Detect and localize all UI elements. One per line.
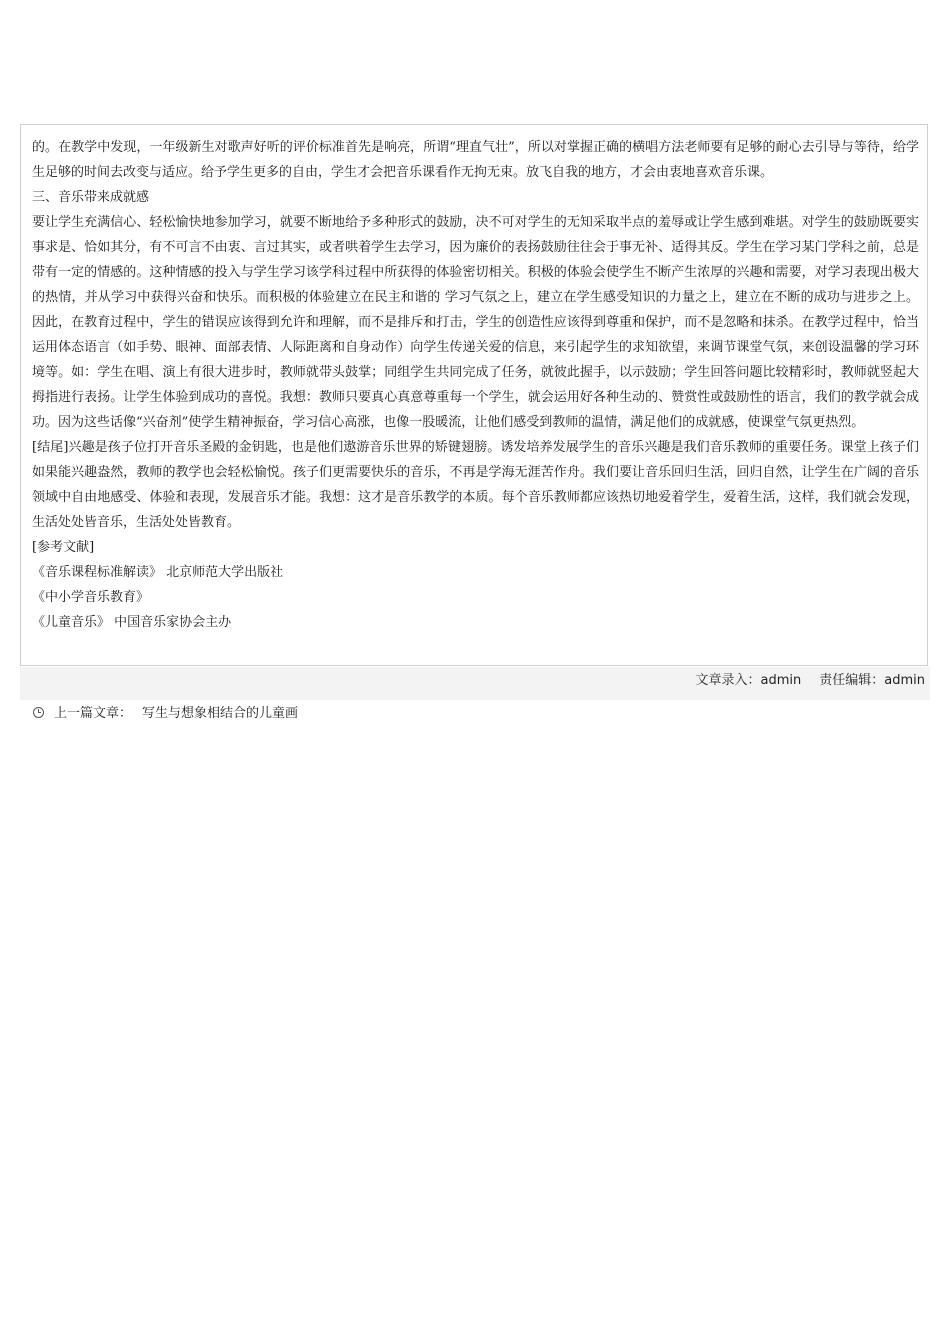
entry-value: admin [760,673,802,688]
clock-icon [33,707,44,718]
article-meta-bar [20,667,930,700]
reference-item: 《中小学音乐教育》 [32,590,150,605]
prev-article-link[interactable]: 写生与想象相结合的儿童画 [142,706,299,721]
article-paragraph: 要让学生充满信心、轻松愉快地参加学习，就要不断地给予多种形式的鼓励，决不可对学生的无知采取半点的羞辱或让学生感到难堪。对学生的鼓励既要实事求是、恰如其分，有不可言不由衷、言过其实，或者哄着学生去学习，因为廉价的表扬鼓励往往会于事无补、适得其反。学生在学习某门学科之前，总是带有一定的情感的。这种情感的投入与学生学习该学科过程中所获得的体验密切相关。积极的体验会使学生不断产生浓厚的兴趣和需要，对学习表现出极大的热情，并从学习中获得兴奋和快乐。而积极的体验建立在民主和谐的 学习气氛之上，建立在学生感受知识的力量之上，建立在不断的成功与进步之上。因此，在教育过程中，学生的错误应该得到允许和理解，而不是排斥和打击，学生的创造性应该得到尊重和保护，而不是忽略和抹杀。在教学过程中，恰当运用体态语言（如手势、眼神、面部表情、人际距离和自身动作）向学生传递关爱的信息，来引起学生的求知欲望，来调节课堂气氛，来创设温馨的学习环境等。如：学生在唱、演上有很大进步时，教师就带头鼓掌；同组学生共同完成了任务，就彼此握手，以示鼓励；学生回答问题比较精彩时，教师就竖起大拇指进行表扬。让学生体验到成功的喜悦。我想：教师只要真心真意尊重每一个学生，就会运用好各种生动的、赞赏性或鼓励性的语言，我们的教学就会成功。因为这些话像“兴奋剂”使学生精神振奋，学习信心高涨，也像一股暖流，让他们感受到教师的温情，满足他们的成就感，使课堂气氛更热烈。 [32,215,919,430]
section-heading: 三、音乐带来成就感 [32,190,150,205]
editor-label: 责任编辑： [819,673,885,688]
article-paragraph: 的。在教学中发现，一年级新生对歌声好听的评价标准首先是响亮，所谓“理直气壮”，所以对掌握正确的横唱方法老师要有足够的耐心去引导与等待，给学生足够的时间去改变与适应。给予学生更多的自由，学生才会把音乐课看作无拘无束。放飞自我的地方，才会由衷地喜欢音乐课。 [32,140,919,180]
editor-value: admin [884,673,925,688]
reference-item: 《儿童音乐》 中国音乐家协会主办 [32,615,232,630]
conclusion-paragraph: [结尾]兴趣是孩子位打开音乐圣殿的金钥匙，也是他们遨游音乐世界的矫键翅膀。诱发培养发展学生的音乐兴趣是我们音乐教师的重要任务。课堂上孩子们如果能兴趣盎然，教师的教学也会轻松愉悦。孩子们更需要快乐的音乐，不再是学海无涯苦作舟。我们要让音乐回归生活，回归自然，让学生在广阔的音乐领域中自由地感受、体验和表现，发展音乐才能。我想：这才是音乐教学的本质。每个音乐教师都应该热切地爱着学生，爱着生活，这样，我们就会发现，生活处处皆音乐，生活处处皆教育。 [32,440,919,530]
entry-label: 文章录入： [695,673,761,688]
prev-article-label: 上一篇文章： [54,706,133,721]
prev-article-nav [33,704,298,724]
references-heading: [参考文献] [32,540,95,555]
article-content [20,124,928,666]
reference-item: 《音乐课程标准解读》 北京师范大学出版社 [32,565,284,580]
